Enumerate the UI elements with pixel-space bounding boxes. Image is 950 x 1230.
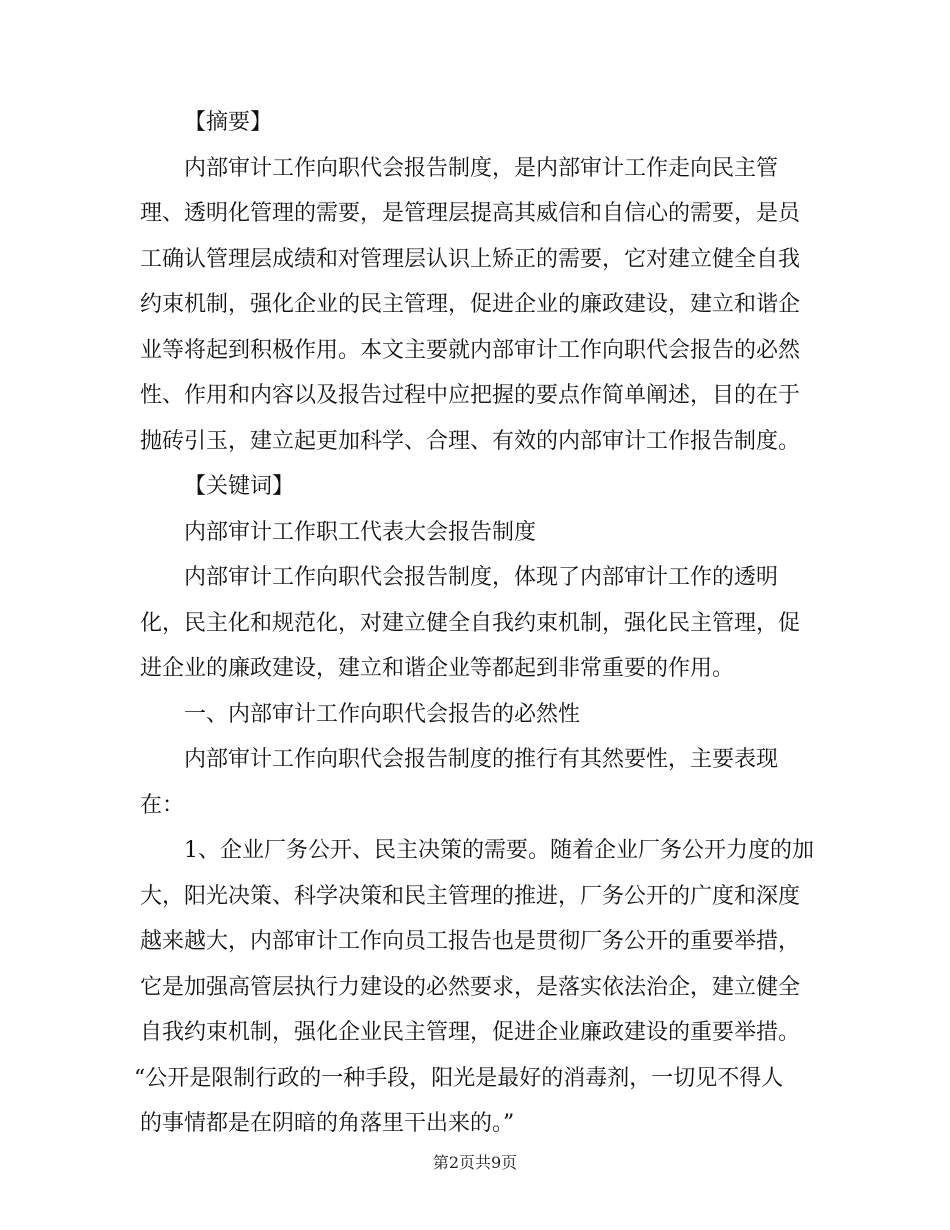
paragraph-line: 自我约束机制，强化企业民主管理，促进企业廉政建设的重要举措。 (140, 1020, 801, 1045)
quote-line: “公开是限制行政的一种手段，阳光是最好的消毒剂，一切见不得人 (134, 1065, 784, 1091)
keywords-text: 内部审计工作职工代表大会报告制度 (184, 519, 537, 545)
paragraph-line: 抛砖引玉，建立起更加科学、合理、有效的内部审计工作报告制度。 (140, 428, 801, 454)
abstract-heading: 【摘要】 (184, 110, 273, 135)
paragraph-line: 内部审计工作向职代会报告制度，体现了内部审计工作的透明 (184, 565, 779, 590)
section-heading: 一、内部审计工作向职代会报告的必然性 (184, 701, 581, 727)
paragraph-line: 约束机制，强化企业的民主管理，促进企业的廉政建设，建立和谐企 (140, 292, 801, 317)
paragraph-line: 越来越大，内部审计工作向员工报告也是贯彻厂务公开的重要举措， (140, 929, 801, 954)
paragraph-line: 它是加强高管层执行力建设的必然要求，是落实依法治企，建立健全 (140, 974, 801, 1000)
paragraph-line: 业等将起到积极作用。本文主要就内部审计工作向职代会报告的必然 (140, 337, 801, 363)
paragraph-line: 进企业的廉政建设，建立和谐企业等都起到非常重要的作用。 (140, 656, 735, 681)
paragraph-line: 理、透明化管理的需要，是管理层提高其威信和自信心的需要，是员 (140, 201, 801, 226)
paragraph-line: 内部审计工作向职代会报告制度的推行有其然要性，主要表现 (184, 747, 779, 772)
keywords-heading: 【关键词】 (184, 474, 295, 499)
paragraph-line: 大，阳光决策、科学决策和民主管理的推进，厂务公开的广度和深度 (140, 883, 801, 909)
paragraph-line: 在： (140, 792, 185, 818)
quote-line: 的事情都是在阴暗的角落里干出来的。” (140, 1111, 515, 1136)
paragraph-line: 性、作用和内容以及报告过程中应把握的要点作简单阐述，目的在于 (140, 383, 801, 408)
paragraph-line: 内部审计工作向职代会报告制度，是内部审计工作走向民主管 (184, 155, 779, 181)
paragraph-line: 化，民主化和规范化，对建立健全自我约束机制，强化民主管理，促 (140, 610, 801, 636)
paragraph-line: 工确认管理层成绩和对管理层认识上矫正的需要，它对建立健全自我 (140, 246, 801, 272)
document-body (134, 100, 814, 1147)
page-number-footer: 第2页共9页 (432, 1153, 518, 1172)
paragraph-line: 1、企业厂务公开、民主决策的需要。随着企业厂务公开力度的加 (184, 838, 814, 863)
